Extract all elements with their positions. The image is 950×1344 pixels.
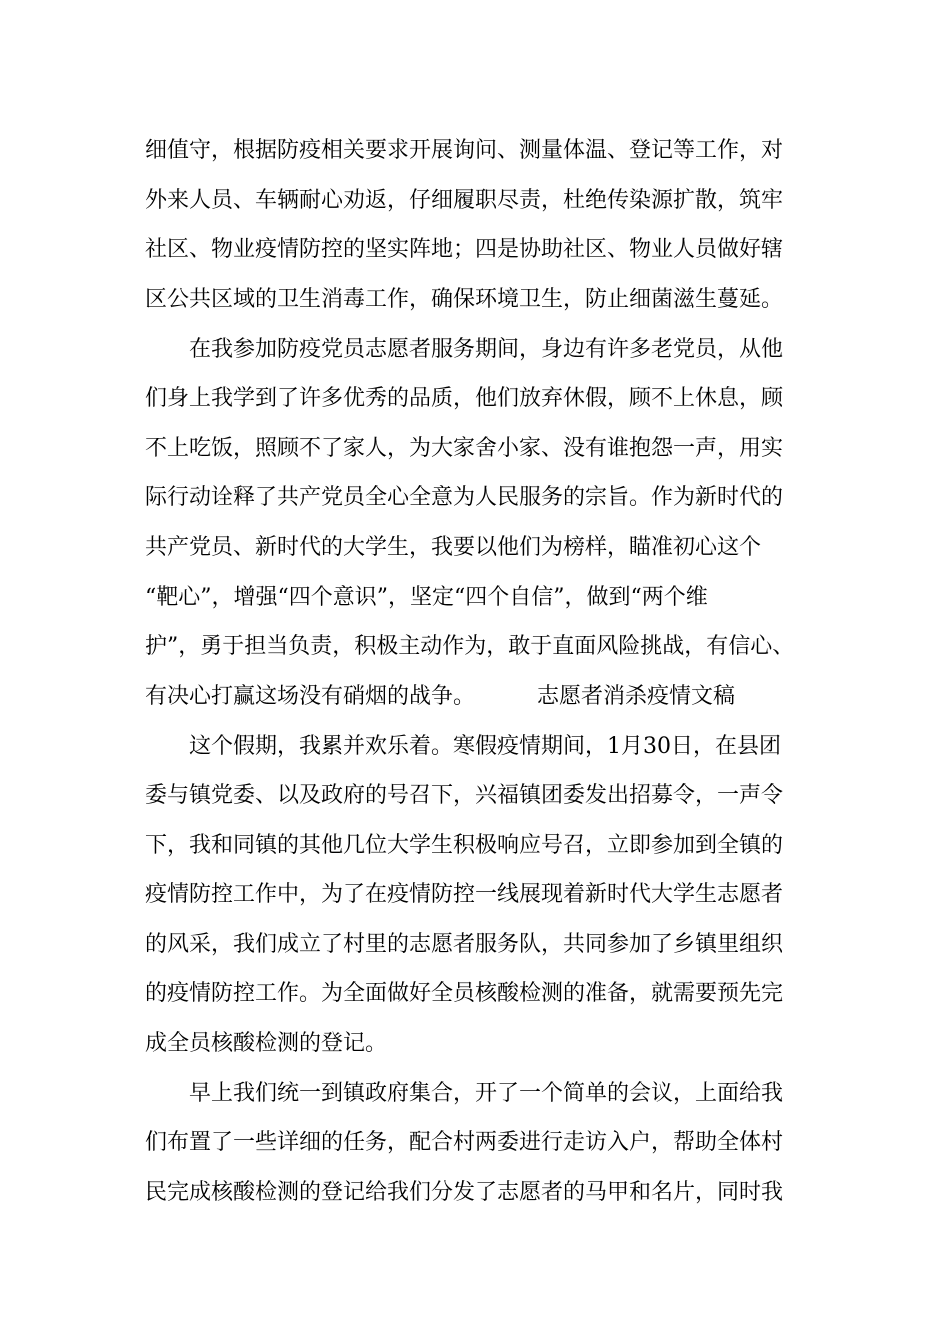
paragraph-3-line-1: 这个假期，我累并欢乐着。寒假疫情期间，1月30日，在县团: [189, 734, 781, 759]
paragraph-4-line-3: 民完成核酸检测的登记给我们分发了志愿者的马甲和名片，同时我: [145, 1180, 784, 1205]
paragraph-2-line-8-text: 有决心打赢这场没有硝烟的战争。: [145, 684, 476, 709]
paragraph-2-line-8: [145, 682, 735, 712]
paragraph-1-line-2: 外来人员、车辆耐心劝返，仔细履职尽责，杜绝传染源扩散，筑牢: [145, 188, 784, 213]
paragraph-3-line-3: 下，我和同镇的其他几位大学生积极响应号召，立即参加到全镇的: [145, 833, 784, 858]
paragraph-2-line-1: 在我参加防疫党员志愿者服务期间，身边有许多老党员，从他: [189, 337, 784, 362]
paragraph-1-line-1: 细值守，根据防疫相关要求开展询问、测量体温、登记等工作，对: [145, 138, 784, 163]
paragraph-2-line-7: 护”，勇于担当负责，积极主动作为，敢于直面风险挑战，有信心、: [145, 634, 795, 659]
paragraph-3-line-6: 的疫情防控工作。为全面做好全员核酸检测的准备，就需要预先完: [145, 981, 784, 1006]
paragraph-3-line-4: 疫情防控工作中，为了在疫情防控一线展现着新时代大学生志愿者: [145, 882, 784, 907]
paragraph-1-line-4: 区公共区域的卫生消毒工作，确保环境卫生，防止细菌滋生蔓延。: [145, 287, 784, 312]
paragraph-4-line-1: 早上我们统一到镇政府集合，开了一个简单的会议，上面给我: [189, 1081, 784, 1106]
paragraph-2-line-5: 共产党员、新时代的大学生，我要以他们为榜样，瞄准初心这个: [145, 535, 762, 560]
paragraph-4-line-2: 们布置了一些详细的任务，配合村两委进行走访入户，帮助全体村: [145, 1130, 784, 1155]
paragraph-3-line-2: 委与镇党委、以及政府的号召下，兴福镇团委发出招募令，一声令: [145, 783, 784, 808]
paragraph-2-line-4: 际行动诠释了共产党员全心全意为人民服务的宗旨。作为新时代的: [145, 485, 784, 510]
paragraph-3-line-5: 的风采，我们成立了村里的志愿者服务队，共同参加了乡镇里组织: [145, 932, 784, 957]
document-title: 志愿者消杀疫情文稿: [537, 684, 736, 709]
paragraph-3-line-7: 成全员核酸检测的登记。: [145, 1031, 388, 1056]
paragraph-2-line-6: “靶心”，增强“四个意识”，坚定“四个自信”，做到“两个维: [145, 585, 708, 610]
paragraph-1-line-3: 社区、物业疫情防控的坚实阵地；四是协助社区、物业人员做好辖: [145, 237, 784, 262]
paragraph-2-line-3: 不上吃饭，照顾不了家人，为大家舍小家、没有谁抱怨一声，用实: [145, 436, 784, 461]
paragraph-2-line-2: 们身上我学到了许多优秀的品质，他们放弃休假，顾不上休息，顾: [145, 386, 784, 411]
